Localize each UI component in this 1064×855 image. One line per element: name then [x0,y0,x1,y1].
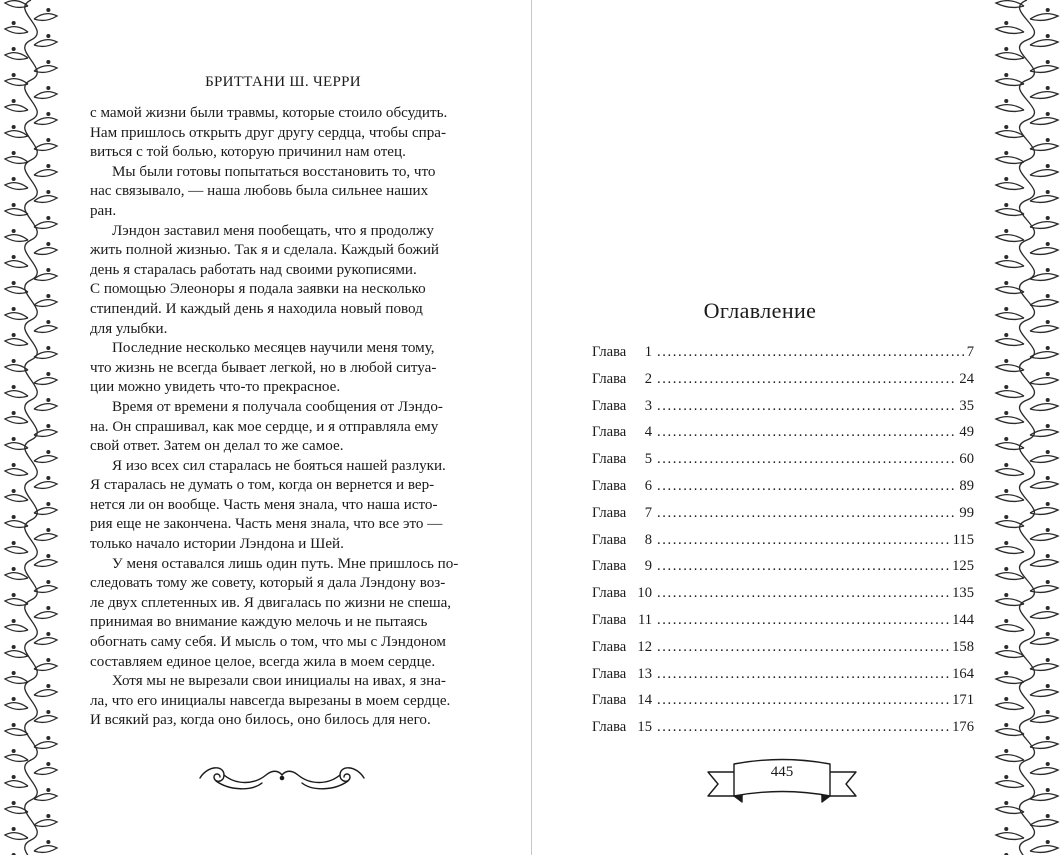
text-line: Хотя мы не вырезали свои инициалы на ивах, я зна- [112,673,446,690]
toc-chapter-number: 13 [637,665,652,682]
text-line: ле двух сплетенных ив. Я двигалась по жизни не спеша, [90,594,452,611]
toc-dot-leader [657,424,957,441]
toc-dot-leader [657,612,950,629]
text-line: ции можно увидеть что-то прекрасное. [90,379,341,396]
toc-dot-leader [657,505,957,522]
text-line: ла, что его инициалы навсегда вырезаны в моем сердце. [90,692,451,709]
toc-dot-leader [657,719,950,736]
text-line: составляем единое целое, всегда жила в моем сердце. [90,653,436,670]
toc-page-number: 171 [952,692,974,709]
toc-chapter-label: Глава [592,370,627,387]
toc-dot-leader [657,585,950,602]
toc-chapter-number: 7 [644,504,652,521]
toc-entry [592,558,974,585]
toc-chapter-label: Глава [592,558,627,575]
text-line: день я старалась работать над своими рукописями. [90,261,417,278]
toc-page-number: 144 [952,611,974,628]
text-line: для улыбки. [90,320,168,337]
text-line: нас связывало, — наша любовь была сильнее наших [90,183,429,200]
text-line: Время от времени я получала сообщения от Лэндо- [112,398,443,415]
toc-page-number: 125 [952,558,974,575]
text-line: С помощью Элеоноры я подала заявки на несколько [90,281,426,298]
toc-entry [592,719,974,746]
text-line: Последние несколько месяцев научили меня тому, [112,340,435,357]
toc-page-number: 7 [966,344,974,360]
toc-chapter-label: Глава [592,665,627,682]
text-line: обогнать саму себя. И мысль о том, что мы с Лэндоном [90,634,446,651]
toc-chapter-label: Глава [592,424,627,441]
toc-chapter-label: Глава [592,451,627,468]
table-of-contents [592,344,974,746]
text-line: Мы были готовы попытаться восстановить то, что [112,163,436,180]
toc-chapter-number: 2 [644,370,652,387]
toc-chapter-label: Глава [592,397,627,414]
toc-dot-leader [657,532,951,549]
toc-dot-leader [657,451,957,468]
toc-page-number: 35 [959,397,974,414]
toc-chapter-number: 12 [637,638,652,655]
toc-entry [592,666,974,693]
page-gutter [531,0,532,855]
toc-page-number: 158 [952,638,974,655]
left-vine-border [0,0,62,855]
toc-page-number: 115 [952,531,974,548]
toc-entry [592,505,974,532]
toc-page-number: 99 [959,504,974,521]
toc-chapter-label: Глава [592,719,627,736]
toc-page-number: 89 [959,477,974,494]
text-line: Нам пришлось открыть друг другу сердца, чтобы спра- [90,124,447,141]
right-vine-border [990,0,1064,855]
text-line: нется ли он вообще. Часть меня знала, что наша исто- [90,496,438,513]
toc-page-number: 49 [959,424,974,441]
text-line: принимая во внимание каждую мелочь и не пытаясь [90,614,428,631]
toc-entry [592,478,974,505]
toc-chapter-label: Глава [592,531,627,548]
toc-entry [592,371,974,398]
text-line: свой ответ. Затем он делал то же самое. [90,438,344,455]
toc-chapter-number: 5 [644,451,652,468]
toc-title: Оглавление [703,298,817,323]
toc-page-number: 60 [959,451,974,468]
toc-chapter-label: Глава [592,638,627,655]
toc-chapter-number: 10 [637,585,652,602]
toc-page-number: 24 [959,370,974,387]
toc-chapter-label: Глава [592,504,627,521]
toc-entry [592,532,974,559]
toc-chapter-number: 15 [637,719,652,736]
text-line: рия еще не закончена. Часть меня знала, что все это — [90,516,443,533]
toc-chapter-number: 11 [637,611,652,628]
toc-chapter-number: 6 [644,477,652,494]
toc-dot-leader [657,478,957,495]
text-line: Лэндон заставил меня пообещать, что я продолжу [112,222,434,239]
toc-entry [592,424,974,451]
page-number: 445 [770,764,794,780]
text-line: ран. [90,202,117,219]
text-line: с мамой жизни были травмы, которые стоило обсудить. [90,105,448,121]
toc-chapter-label: Глава [592,344,627,360]
toc-chapter-number: 9 [644,558,652,575]
toc-entry [592,639,974,666]
text-line: Я старалась не думать о том, когда он вернется и вер- [90,477,435,494]
toc-dot-leader [657,558,950,575]
toc-page-number: 176 [952,719,974,736]
body-text [90,104,476,731]
toc-dot-leader [657,344,965,361]
text-line: Я изо всех сил старалась не бояться нашей разлуки. [112,457,446,474]
toc-entry [592,344,974,371]
toc-chapter-number: 4 [644,424,652,441]
toc-dot-leader [657,371,957,388]
toc-dot-leader [657,692,950,709]
text-line: что жизнь не всегда бывает легкой, но в любой ситуа- [90,359,437,376]
toc-chapter-number: 14 [637,692,652,709]
text-line: жить полной жизнью. Так я и сделала. Каждый божий [90,242,439,259]
text-line: виться с той болью, которую причинил нам отец. [90,144,406,161]
text-line: И всякий раз, когда оно билось, оно билось для него. [90,712,431,729]
toc-chapter-label: Глава [592,692,627,709]
toc-dot-leader [657,639,950,656]
toc-chapter-label: Глава [592,611,627,628]
text-line: на. Он спрашивал, как мое сердце, и я отправляла ему [90,418,439,435]
toc-chapter-number: 3 [644,397,652,414]
toc-entry [592,451,974,478]
text-line: У меня оставался лишь один путь. Мне пришлось по- [112,555,459,572]
toc-entry [592,612,974,639]
toc-chapter-label: Глава [592,477,627,494]
text-line: только начало истории Лэндона и Шей. [90,536,344,553]
toc-entry [592,585,974,612]
toc-chapter-number: 8 [644,531,652,548]
toc-entry [592,398,974,425]
toc-page-number: 164 [952,665,974,682]
toc-dot-leader [657,398,957,415]
toc-entry [592,692,974,719]
toc-dot-leader [657,666,950,683]
toc-chapter-number: 1 [644,344,652,360]
toc-page-number: 135 [952,585,974,602]
toc-chapter-label: Глава [592,585,627,602]
scroll-divider-ornament [196,761,368,795]
running-head: БРИТТАНИ Ш. ЧЕРРИ [205,74,361,90]
text-line: следовать тому же совету, который я дала Лэндону воз- [90,575,446,592]
text-line: стипендий. И каждый день я находила новый повод [90,300,423,317]
